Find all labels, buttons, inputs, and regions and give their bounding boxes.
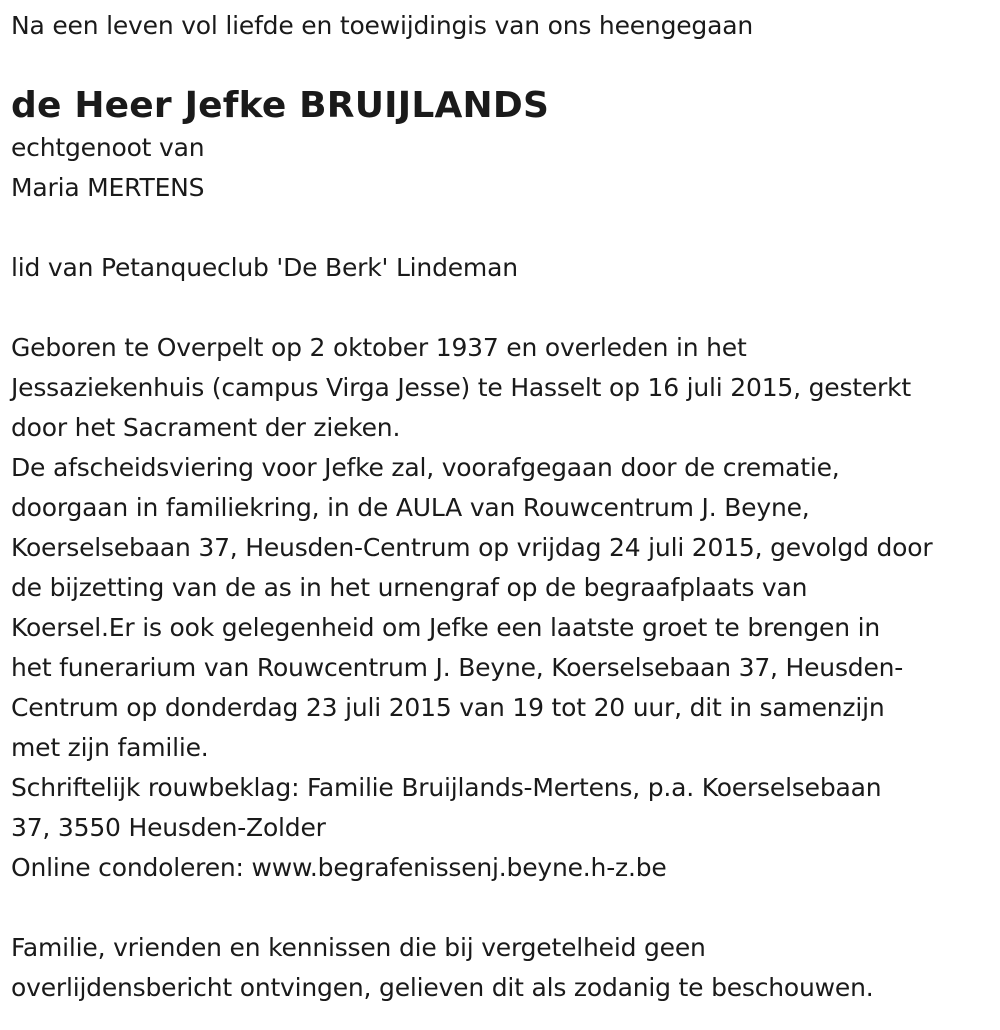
membership-text: lid van Petanqueclub 'De Berk' Lindeman: [11, 253, 518, 282]
body-line: Jessaziekenhuis (campus Virga Jesse) te Hasselt op 16 juli 2015, gesterkt: [11, 373, 912, 402]
body-line: het funerarium van Rouwcentrum J. Beyne, Koerselsebaan 37, Heusden-: [11, 653, 904, 682]
body-line: Geboren te Overpelt op 2 oktober 1937 en overleden in het: [11, 333, 747, 362]
spacer: [11, 208, 991, 248]
closing-line: overlijdensbericht ontvingen, gelieven dit als zodanig te beschouwen.: [11, 973, 874, 1002]
body-text: [11, 328, 991, 888]
body-line: met zijn familie.: [11, 733, 209, 762]
body-line: door het Sacrament der zieken.: [11, 413, 401, 442]
spacer: [11, 888, 991, 928]
closing-line: Familie, vrienden en kennissen die bij vergetelheid geen: [11, 933, 706, 962]
condolence-url-line: Online condoleren: www.begrafenissenj.beyne.h-z.be: [11, 853, 667, 882]
deceased-name: de Heer Jefke BRUIJLANDS: [11, 85, 550, 126]
body-line: De afscheidsviering voor Jefke zal, voorafgegaan door de crematie,: [11, 453, 840, 482]
body-line: doorgaan in familiekring, in de AULA van Rouwcentrum J. Beyne,: [11, 493, 810, 522]
body-line: Schriftelijk rouwbeklag: Familie Bruijlands-Mertens, p.a. Koerselsebaan: [11, 773, 882, 802]
spouse-label: echtgenoot van: [11, 133, 205, 162]
body-line: de bijzetting van de as in het urnengraf op de begraafplaats van: [11, 573, 808, 602]
body-line: Koerselsebaan 37, Heusden-Centrum op vrijdag 24 juli 2015, gevolgd door: [11, 533, 933, 562]
intro-text: Na een leven vol liefde en toewijdingis van ons heengegaan: [11, 11, 753, 40]
obituary-notice: [11, 6, 991, 1008]
body-line: Centrum op donderdag 23 juli 2015 van 19 tot 20 uur, dit in samenzijn: [11, 693, 885, 722]
spacer: [11, 288, 991, 328]
closing-text: [11, 928, 991, 1008]
body-line: 37, 3550 Heusden-Zolder: [11, 813, 326, 842]
body-line: Koersel.Er is ook gelegenheid om Jefke een laatste groet te brengen in: [11, 613, 880, 642]
spouse-name: Maria MERTENS: [11, 173, 205, 202]
